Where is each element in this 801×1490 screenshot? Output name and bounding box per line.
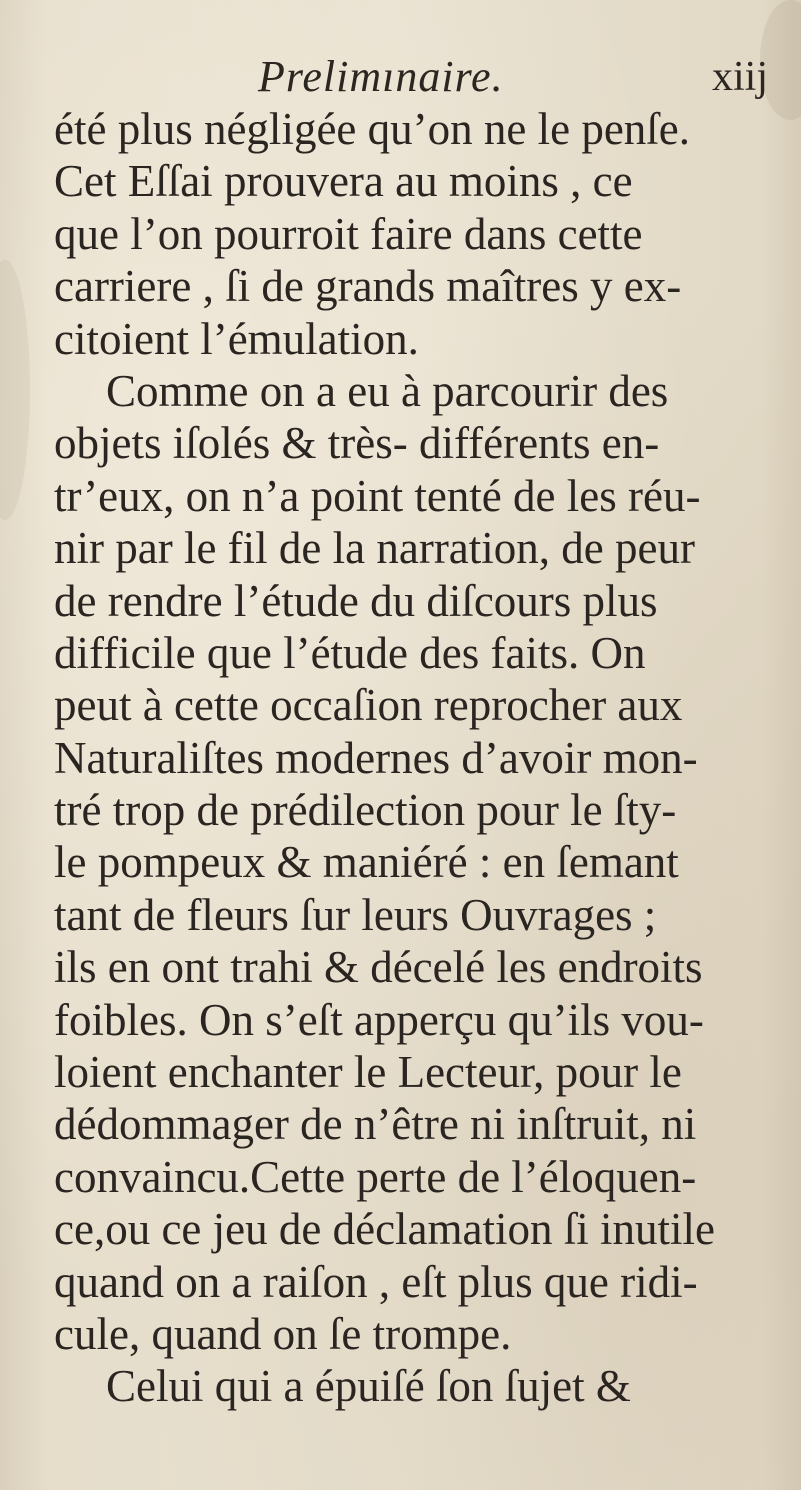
running-head: Prelimınaire. <box>258 52 504 101</box>
text-line: ils en ont trahi & décelé les endroits <box>54 942 703 993</box>
paragraph-start-line: Comme on a eu à parcourir des <box>106 365 669 416</box>
text-line: tré trop de prédilection pour le ſty- <box>54 785 677 836</box>
text-line: difficile que l’étude des faits. On <box>54 627 646 678</box>
text-line: peut à cette occaſion reprocher aux <box>54 680 683 731</box>
text-line: été plus négligée qu’on ne le penſe. <box>54 104 691 154</box>
text-line: quand on a raiſon , eſt plus que ridi- <box>54 1256 698 1307</box>
text-line: dédommager de n’être ni inſtruit, ni <box>54 1099 697 1150</box>
page-header <box>0 52 801 102</box>
text-line: loient enchanter le Lecteur, pour le <box>54 1047 682 1098</box>
text-line: foibles. On s’eſt apperçu qu’ils vou- <box>54 994 704 1045</box>
text-line: Cet Eſſai prouvera au moins , ce <box>54 156 633 207</box>
text-line: que l’on pourroit faire dans cette <box>54 208 643 259</box>
text-line: convaincu.Cette perte de l’éloquen- <box>54 1151 697 1202</box>
text-line: tr’eux, on n’a point tenté de les réu- <box>54 470 701 521</box>
text-line: citoient l’émulation. <box>54 313 419 364</box>
text-line: nir par le fil de la narration, de peur <box>54 523 695 574</box>
text-line: carriere , ſi de grands maîtres y ex- <box>54 261 682 312</box>
paragraph-start-line: Celui qui a épuiſé ſon ſujet & <box>106 1361 631 1412</box>
text-line: objets iſolés & très- différents en- <box>54 418 660 469</box>
text-line: ce,ou ce jeu de déclamation ſi inutile <box>54 1204 715 1255</box>
paper-stain <box>0 260 30 520</box>
text-line: Naturaliſtes modernes d’avoir mon- <box>54 732 698 783</box>
page-number: xiij <box>712 54 769 100</box>
body-text <box>54 103 770 1413</box>
text-line: le pompeux & maniéré : en ſemant <box>54 837 679 888</box>
text-line: cule, quand on ſe trompe. <box>54 1308 512 1359</box>
text-line: de rendre l’étude du diſcours plus <box>54 575 658 626</box>
text-line: tant de fleurs ſur leurs Ouvrages ; <box>54 889 657 940</box>
